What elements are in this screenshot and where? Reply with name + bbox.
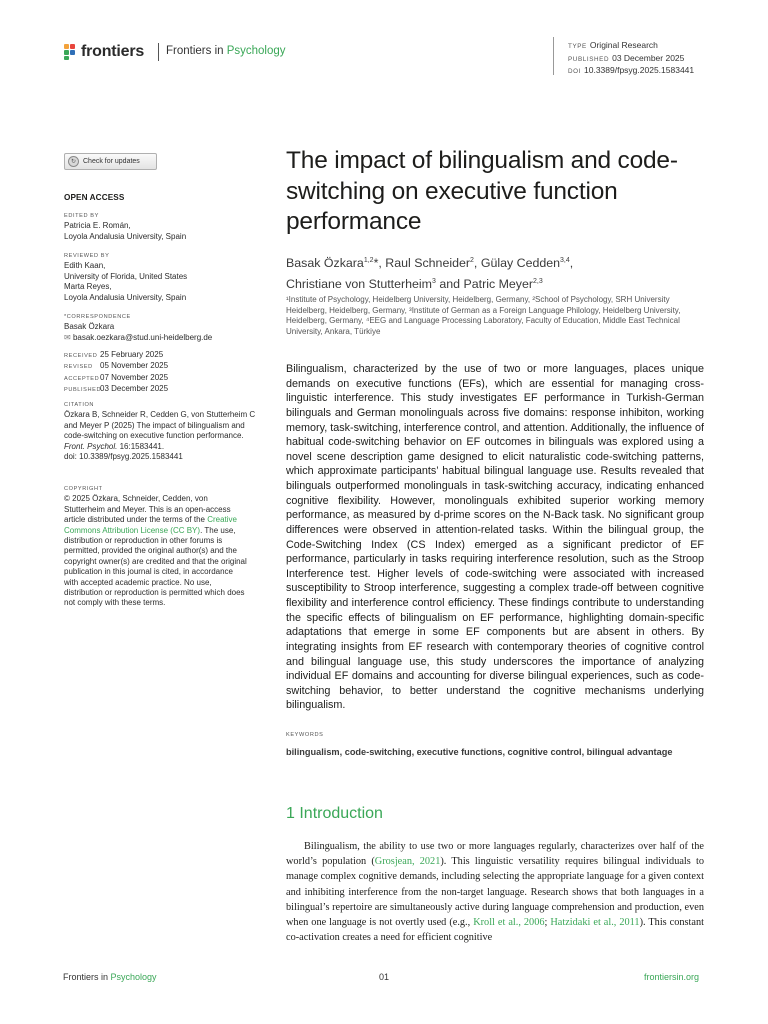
author-link[interactable]: Christiane von Stutterheim bbox=[286, 276, 433, 291]
journal-name[interactable]: Frontiers in Psychology bbox=[166, 45, 286, 57]
refresh-icon: ↻ bbox=[68, 156, 79, 167]
citation: CITATION Özkara B, Schneider R, Cedden G, von Stutterheim C and Meyer P (2025) The impact of bilingualism and code-switching on executive function performance. Front. Psychol. 16:1583441. doi: 10.3389/fpsyg.2025.1583441 bbox=[64, 402, 256, 462]
affiliations: ¹Institute of Psychology, Heidelberg University, Heidelberg, Germany, ²School of Psychology, SRH University Heidelberg, Heidelberg, Germany, ³Institute of German as a Foreign Language Philology, Heidelberg University, Heidelberg, Germany, ⁴EEG and Language Processing Laboratory, Faculty of Education, Middle East Technical University, Ankara, Türkiye bbox=[286, 295, 681, 336]
citation-doi[interactable]: doi: 10.3389/fpsyg.2025.1583441 bbox=[64, 452, 183, 462]
doi-link[interactable]: 10.3389/fpsyg.2025.1583441 bbox=[584, 65, 695, 76]
footer-journal[interactable]: Frontiers in Psychology bbox=[63, 972, 157, 982]
header-divider bbox=[158, 43, 159, 61]
author-link[interactable]: Gülay Cedden bbox=[480, 256, 561, 271]
cc-by-license-link[interactable]: Creative Commons Attribution License (CC BY) bbox=[64, 515, 237, 535]
reviewed-by: REVIEWED BY Edith Kaan, University of Florida, United States Marta Reyes, Loyola Andalusia University, Spain bbox=[64, 253, 188, 302]
frontiers-logo-icon bbox=[63, 43, 77, 61]
article-title: The impact of bilingualism and code-switching on executive function performance bbox=[286, 147, 678, 235]
open-access-label: OPEN ACCESS bbox=[64, 193, 125, 202]
frontiers-logo[interactable] bbox=[63, 42, 144, 62]
page-number: 01 bbox=[379, 972, 390, 982]
edited-by: EDITED BY Patricia E. Román, Loyola Andalusia University, Spain bbox=[64, 213, 187, 241]
correspondence-email-link[interactable]: basak.oezkara@stud.uni-heidelberg.de bbox=[72, 332, 213, 342]
section-heading-introduction: 1 Introduction bbox=[286, 805, 383, 822]
mail-icon: ✉ bbox=[64, 332, 71, 342]
abstract: Bilingualism, characterized by the use of two or more languages, places unique demands on executive functions (EFs), which are essential for managing cross-linguistic interference. This study investigates EF performance in Turkish-German bilinguals and German monolinguals across five domains: response inhibiton, working memory, task-switching, interference control, and attention. Additionally, the influence of habitual code-switching behavior on EF outcomes in bilinguals was explored using a novel scene description game designed to elicit naturalistic code-switching patterns, which approximate participants’ habitual bilingual language use. Results revealed that bilinguals outperformed monolinguals in task-switching accuracy, indicating enhanced cognitive flexibility. However, monolinguals exhibited superior working memory performance, as measured by d-prime scores on the N-Back task. No significant group differences were observed in attention-related tasks. Within the bilingual group, the Code-Switching Index (CS Index) emerged as a significant predictor of EF performance, particularly in tasks requiring interference resolution, such as the Stroop Interference test. Higher levels of code-switching were associated with increased susceptibility to Stroop interference, suggesting a complex trade-off between cognitive flexibility and interference control efficiency. These findings contribute to understanding the specific effects of bilingualism on EF performance, highlighting domain-specific adaptations that emerge in some EF components but are absent in others. By integrating insights from EF research with contemporary theories of cognitive control and bilingual language use, this study underscores the importance of analyzing individual EF domains and accounting for diverse bilingual experiences, such as code-switching behavior, to better understand the cognitive mechanisms underlying bilingualism. bbox=[286, 363, 704, 712]
reference-link[interactable]: Kroll et al., 2006 bbox=[473, 917, 545, 929]
copyright: COPYRIGHT © 2025 Özkara, Schneider, Cedden, von Stutterheim and Meyer. This is an open-access article distributed under the terms of the Creative Commons Attribution License (CC BY). The use, distribution or reproduction in other forums is permitted, provided the original author(s) and the copyright owner(s) are credited and that the original publication in this journal is cited, in accordance with accepted academic practice. No use, distribution or reproduction is permitted which does not comply with these terms. bbox=[64, 486, 247, 608]
meta-divider bbox=[553, 37, 554, 75]
reference-link[interactable]: Hatzidaki et al., 2011 bbox=[550, 917, 640, 929]
correspondence: *CORRESPONDENCE Basak Özkara ✉ basak.oezkara@stud.uni-heidelberg.de bbox=[64, 314, 213, 342]
check-for-updates-button[interactable]: ↻ Check for updates bbox=[64, 153, 157, 170]
article-dates: RECEIVED 25 February 2025 REVISED 05 November 2025 ACCEPTED07 November 2025 PUBLISHED03 December 2025 bbox=[64, 350, 169, 394]
author-link[interactable]: Raul Schneider bbox=[385, 256, 471, 271]
article-meta: TYPE Original Research PUBLISHED 03 December 2025 DOI 10.3389/fpsyg.2025.1583441 bbox=[568, 40, 695, 76]
reference-link[interactable]: Grosjean, 2021 bbox=[374, 856, 441, 868]
keywords-label: KEYWORDS bbox=[286, 732, 324, 738]
author-link[interactable]: Patric Meyer bbox=[463, 276, 534, 291]
author-list: Basak Özkara$^{1,2}$*, Raul Schneider$^2$, Gülay Cedden$^{3,4}$, Christiane von Stutterheim$^3$ and Patric Meyer$^{2,3}$ bbox=[286, 256, 574, 291]
keywords: bilingualism, code-switching, executive functions, cognitive control, bilingual advantage bbox=[286, 747, 673, 757]
author-link[interactable]: Basak Özkara bbox=[286, 256, 364, 271]
introduction-paragraph: Bilingualism, the ability to use two or more languages regularly, characterizes over half of the world’s population (Grosjean, 2021). This linguistic versatility requires bilingual individuals to manage complex cognitive demands, including selecting the appropriate language for a given context and inhibiting interference from the non-target language. Research shows that both languages in a bilingual’s repertoire are simultaneously active during language comprehension and production, even when one language is not overtly used (e.g., Kroll et al., 2006; Hatzidaki et al., 2011). This constant co-activation creates a need for efficient cognitive bbox=[286, 841, 705, 944]
logo-wordmark: frontiers bbox=[81, 43, 145, 60]
footer-site-link[interactable]: frontiersin.org bbox=[644, 972, 700, 982]
